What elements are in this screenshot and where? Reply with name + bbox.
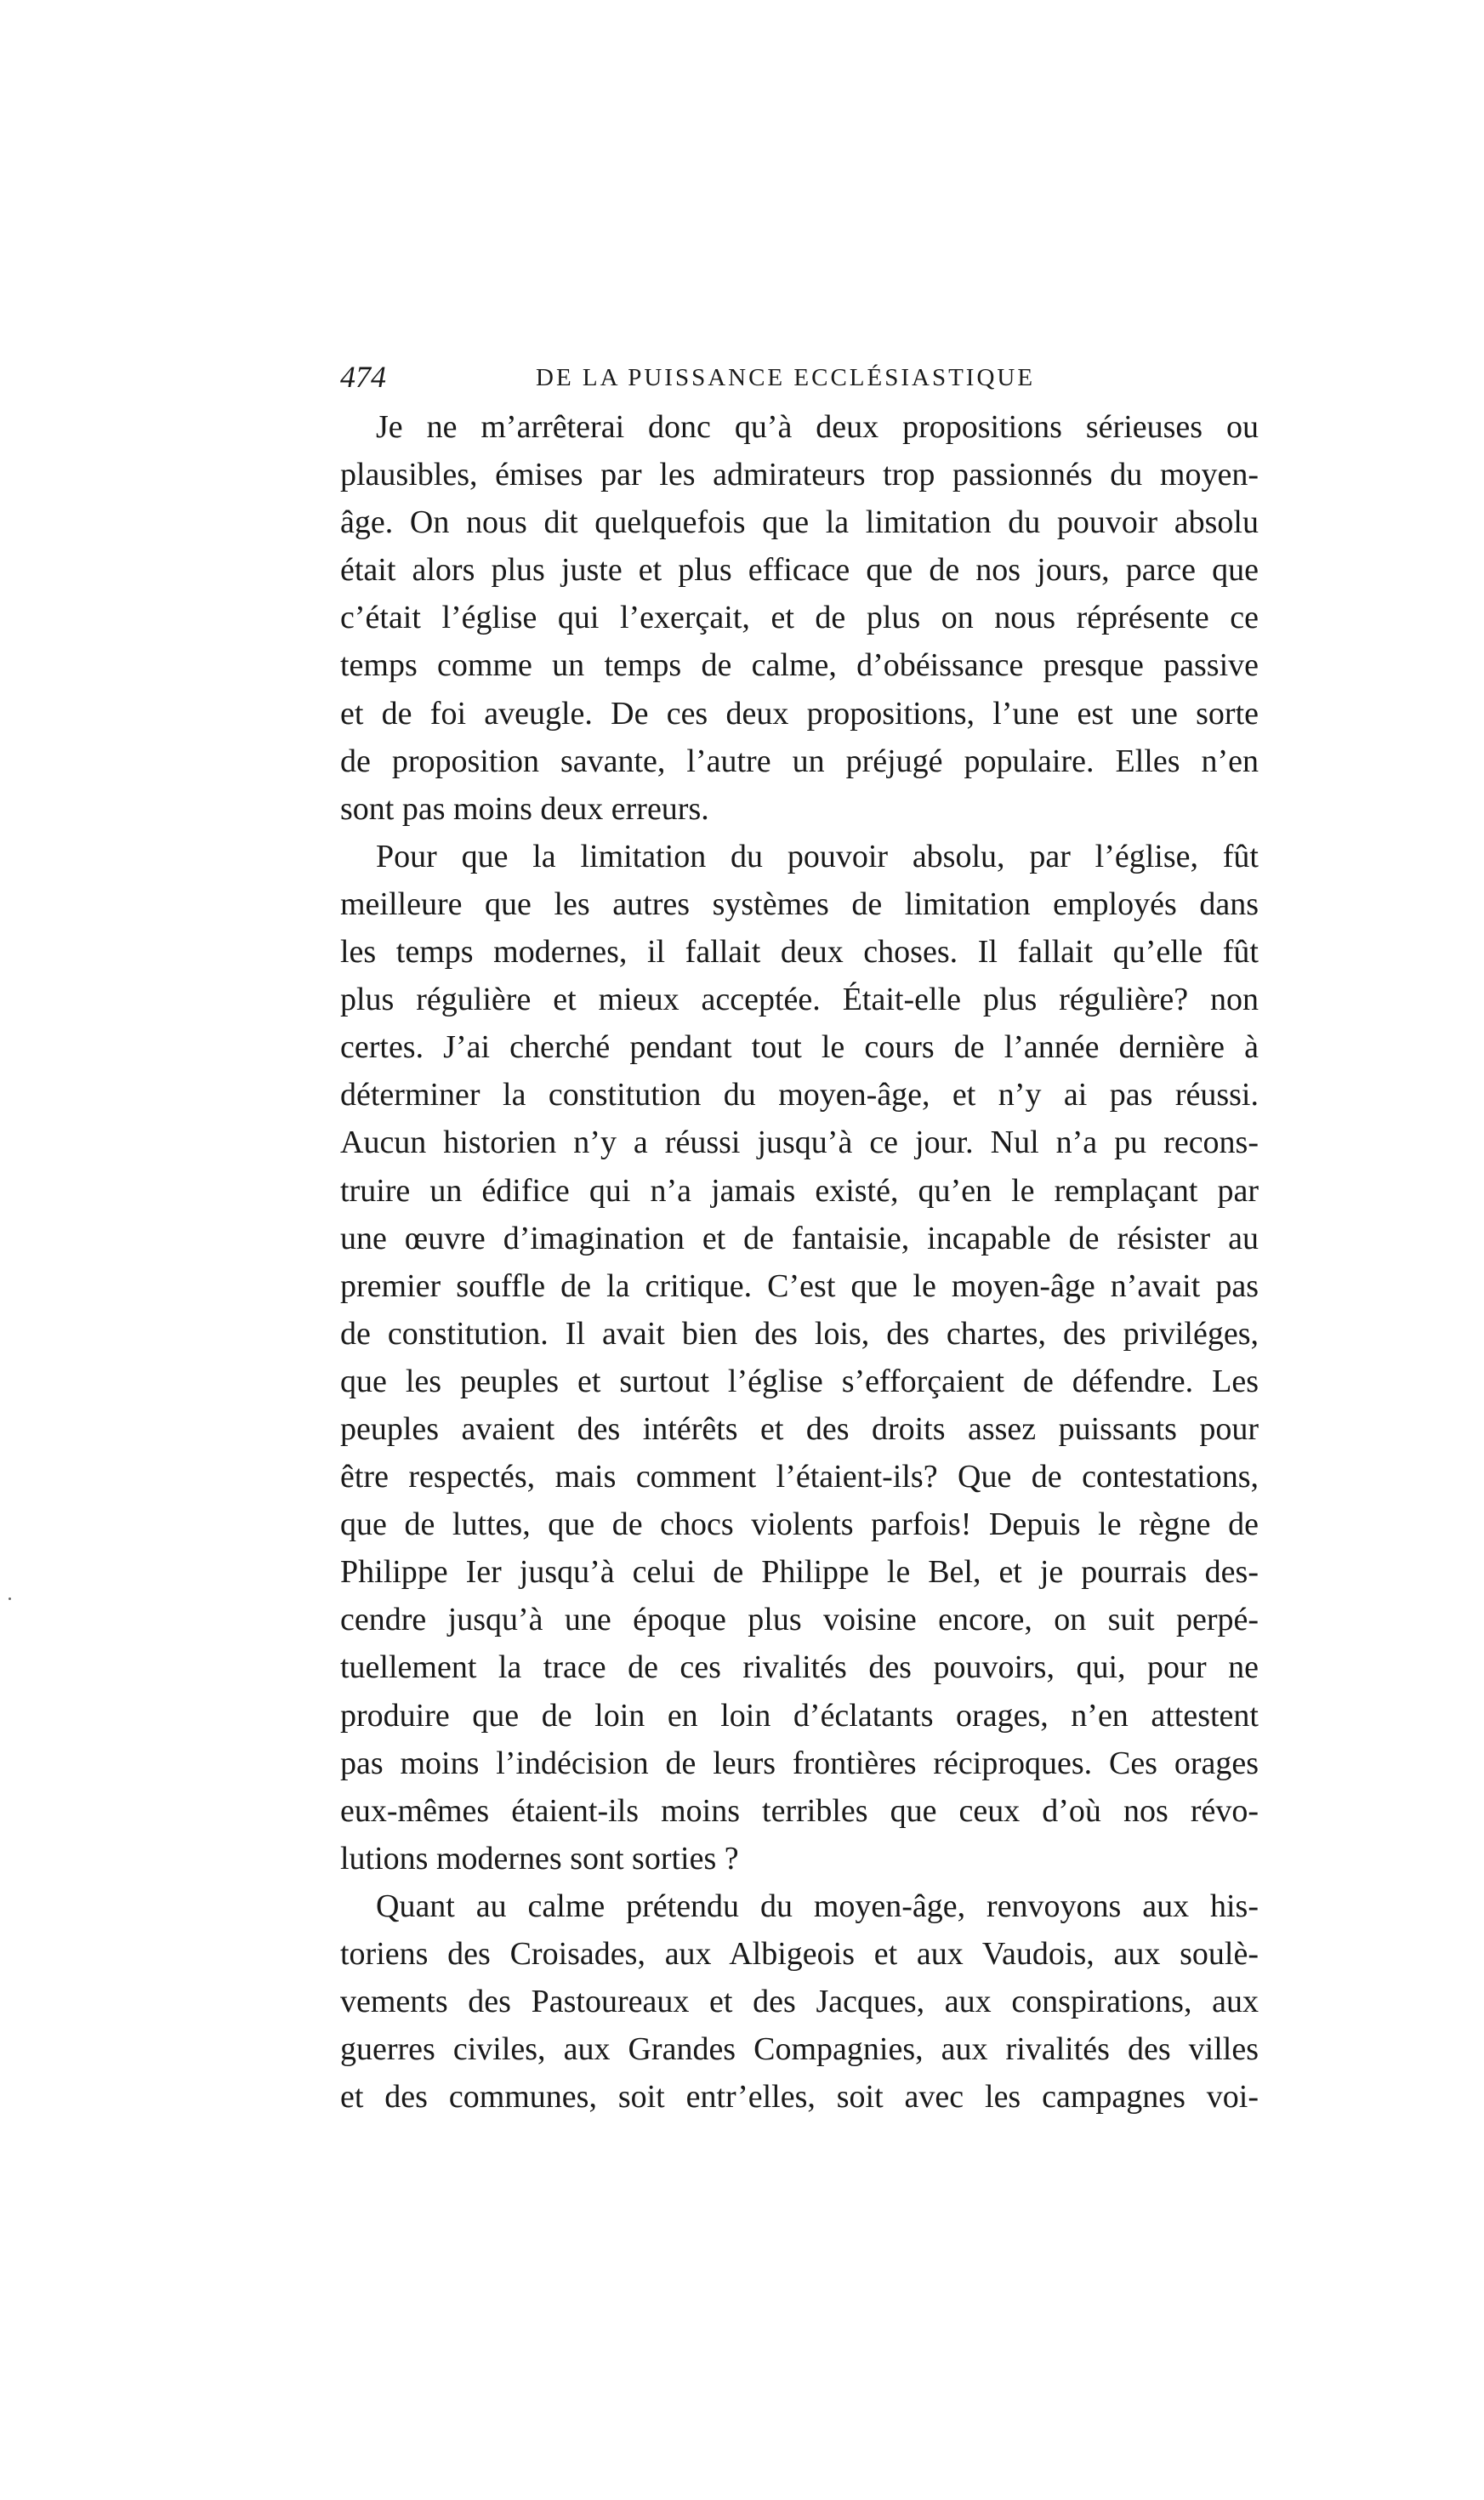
text-line: Philippe Ier jusqu’à celui de Philippe le Bel, et je pourrais des- [340,1554,1259,1591]
running-title: DE LA PUISSANCE ECCLÉSIASTIQUE [536,364,1036,391]
text-line: Je ne m’arrêterai donc qu’à deux propositions sérieuses ou [376,409,1259,445]
text-line: être respectés, mais comment l’étaient-ils? Que de contestations, [340,1459,1259,1495]
running-header [340,356,1259,403]
text-line: sont pas moins deux erreurs. [340,790,709,827]
text-line: guerres civiles, aux Grandes Compagnies, aux rivalités des villes [340,2031,1259,2068]
paragraph [340,833,1259,1882]
text-line: plus régulière et mieux acceptée. Était-elle plus régulière? non [340,982,1259,1018]
text-line: les temps modernes, il fallait deux choses. Il fallait qu’elle fût [340,934,1259,971]
text-line: certes. J’ai cherché pendant tout le cours de l’année dernière à [340,1029,1259,1066]
text-line: pas moins l’indécision de leurs frontières réciproques. Ces orages [340,1745,1259,1781]
text-line: Aucun historien n’y a réussi jusqu’à ce jour. Nul n’a pu recons- [340,1125,1259,1161]
text-line: meilleure que les autres systèmes de limitation employés dans [340,886,1259,922]
text-line: cendre jusqu’à une époque plus voisine encore, on suit perpé- [340,1602,1259,1638]
text-line: que de luttes, que de chocs violents parfois! Depuis le règne de [340,1506,1259,1543]
text-line: de constitution. Il avait bien des lois, des chartes, des priviléges, [340,1315,1259,1352]
page-number: 474 [340,360,386,394]
text-line: produire que de loin en loin d’éclatants orages, n’en attestent [340,1697,1259,1734]
text-line: plausibles, émises par les admirateurs trop passionnés du moyen- [340,457,1259,493]
text-line: eux-mêmes étaient-ils moins terribles que ceux d’où nos révo- [340,1792,1259,1829]
text-line: âge. On nous dit quelquefois que la limitation du pouvoir absolu [340,504,1259,541]
paragraph [340,403,1259,833]
book-page [340,356,1259,2121]
text-line: était alors plus juste et plus efficace que de nos jours, parce que [340,552,1259,589]
text-line: Pour que la limitation du pouvoir absolu, par l’église, fût [376,838,1259,874]
text-line: Quant au calme prétendu du moyen-âge, renvoyons aux his- [376,1888,1259,1924]
scan-speck [9,1597,11,1600]
paragraph [340,1882,1259,2121]
text-line: de proposition savante, l’autre un préjugé populaire. Elles n’en [340,743,1259,779]
text-line: truire un édifice qui n’a jamais existé, qu’en le remplaçant par [340,1172,1259,1209]
text-line: déterminer la constitution du moyen-âge, et n’y ai pas réussi. [340,1077,1259,1113]
text-line: et des communes, soit entr’elles, soit avec les campagnes voi- [340,2079,1259,2116]
text-line: temps comme un temps de calme, d’obéissance presque passive [340,647,1259,684]
text-line: vements des Pastoureaux et des Jacques, aux conspirations, aux [340,1984,1259,2020]
text-line: que les peuples et surtout l’église s’efforçaient de défendre. Les [340,1363,1259,1399]
text-line: tuellement la trace de ces rivalités des pouvoirs, qui, pour ne [340,1649,1259,1686]
text-line: premier souffle de la critique. C’est que le moyen-âge n’avait pas [340,1267,1259,1304]
text-line: lutions modernes sont sorties ? [340,1840,739,1876]
body-text [340,403,1259,2121]
text-line: peuples avaient des intérêts et des droits assez puissants pour [340,1410,1259,1447]
text-line: une œuvre d’imagination et de fantaisie, incapable de résister au [340,1220,1259,1256]
text-line: c’était l’église qui l’exerçait, et de plus on nous réprésente ce [340,600,1259,636]
text-line: et de foi aveugle. De ces deux propositions, l’une est une sorte [340,695,1259,732]
text-line: toriens des Croisades, aux Albigeois et aux Vaudois, aux soulè- [340,1936,1259,1972]
